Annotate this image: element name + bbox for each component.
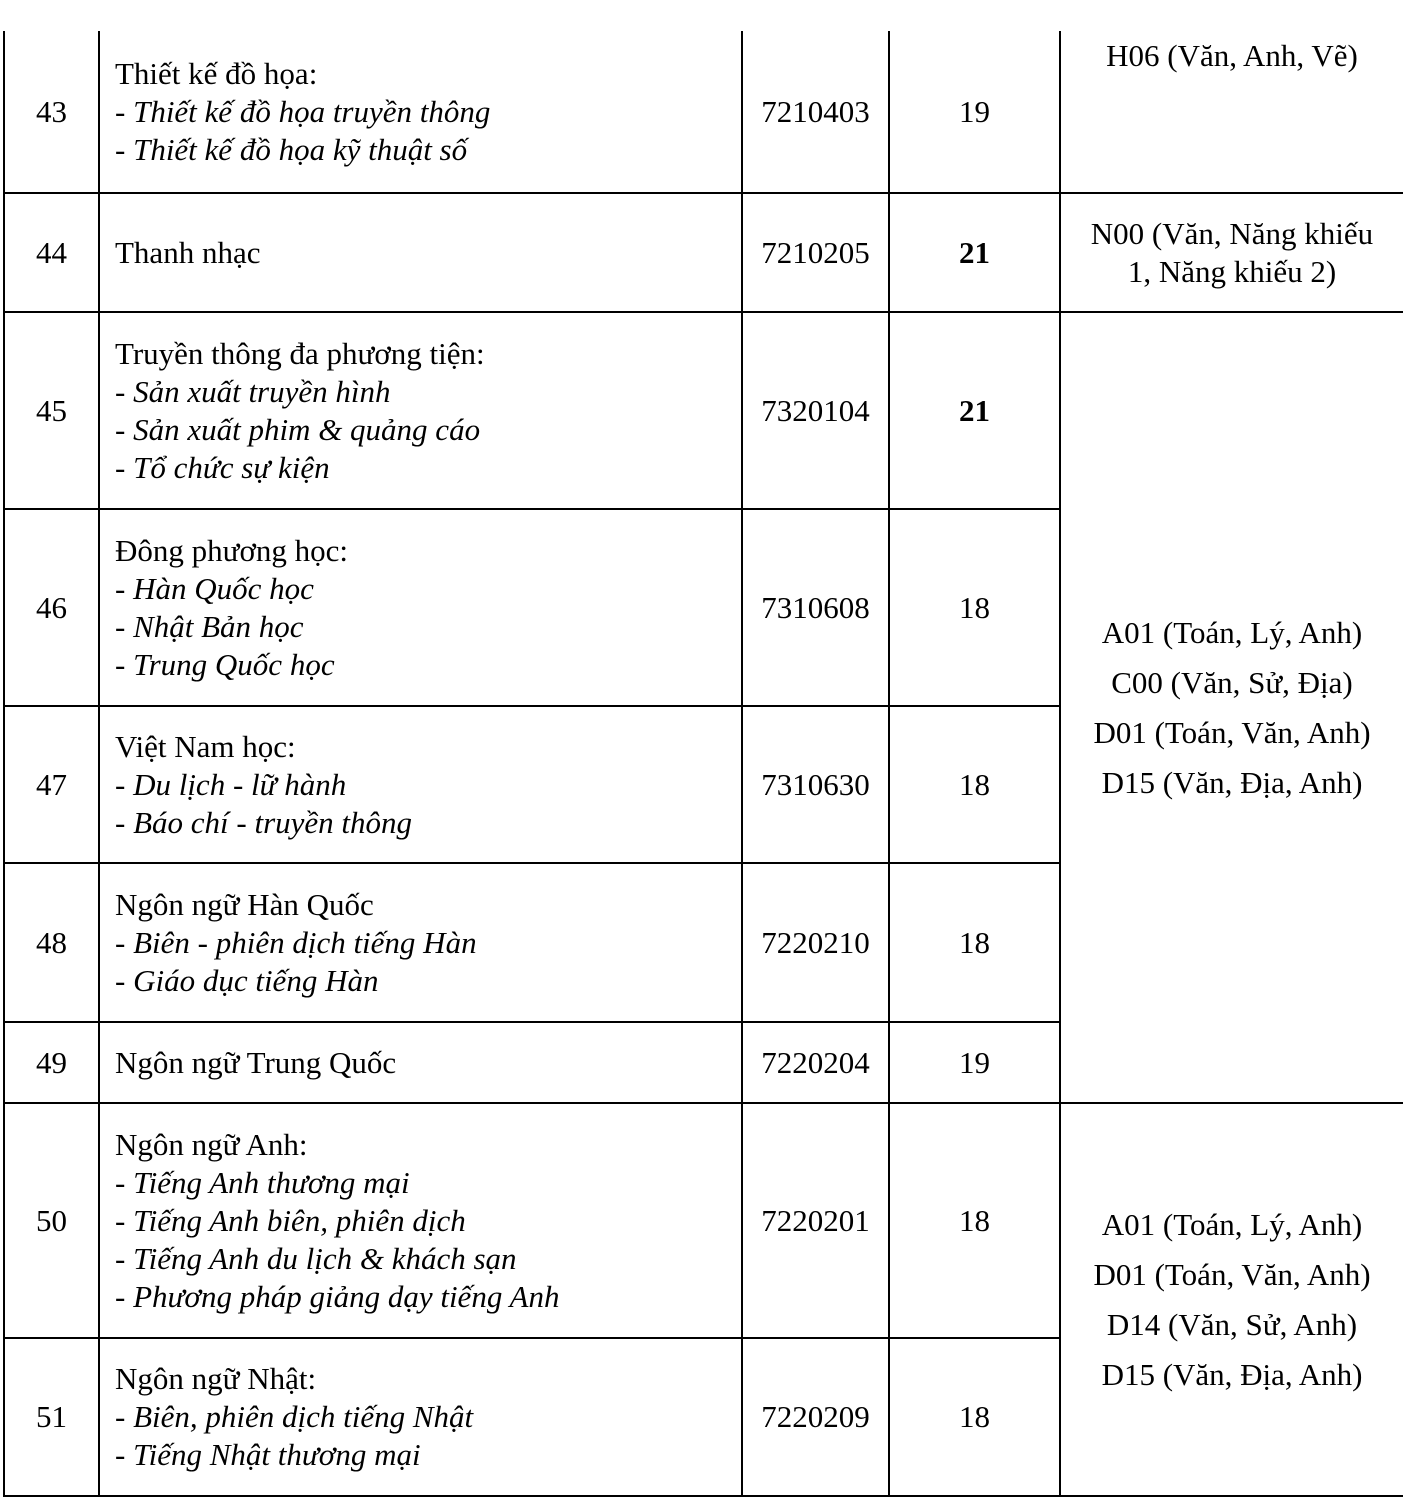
major-name: Việt Nam học:	[115, 728, 296, 764]
row-number: 48	[4, 863, 99, 1022]
major-code: 7210403	[742, 31, 889, 193]
combo-line: C00 (Văn, Sử, Địa)	[1111, 664, 1353, 700]
score: 21	[889, 312, 1060, 509]
combo-line: D01 (Toán, Văn, Anh)	[1093, 714, 1371, 750]
subject-combination	[1060, 312, 1403, 1103]
row-number: 44	[4, 193, 99, 312]
specialization: - Tổ chức sự kiện	[115, 449, 330, 485]
major-cell	[99, 706, 742, 863]
specialization: - Giáo dục tiếng Hàn	[115, 962, 379, 998]
specialization: - Hàn Quốc học	[115, 570, 314, 606]
subject-combination	[1060, 31, 1403, 193]
combo-line: D14 (Văn, Sử, Anh)	[1106, 1306, 1358, 1342]
row-number: 49	[4, 1022, 99, 1103]
table-row	[4, 1103, 1403, 1338]
score: 18	[889, 509, 1060, 706]
score: 18	[889, 863, 1060, 1022]
major-name: Ngôn ngữ Nhật:	[115, 1361, 317, 1396]
specialization: - Sản xuất truyền hình	[115, 373, 391, 409]
major-name: Thanh nhạc	[115, 234, 261, 270]
major-name: Ngôn ngữ Anh:	[115, 1126, 308, 1162]
specialization: - Thiết kế đồ họa kỹ thuật số	[115, 131, 468, 167]
specialization: - Du lịch - lữ hành	[115, 766, 347, 802]
combo-line: A01 (Toán, Lý, Anh)	[1101, 614, 1363, 650]
specialization: - Tiếng Anh biên, phiên dịch	[115, 1202, 466, 1238]
major-cell	[99, 1022, 742, 1103]
combo-line: D15 (Văn, Địa, Anh)	[1101, 764, 1363, 800]
specialization: - Trung Quốc học	[115, 646, 335, 682]
specialization: - Sản xuất phim & quảng cáo	[115, 411, 481, 447]
major-code: 7220204	[742, 1022, 889, 1103]
row-number: 46	[4, 509, 99, 706]
specialization: - Biên, phiên dịch tiếng Nhật	[115, 1399, 474, 1434]
admission-table	[3, 31, 1403, 1497]
score: 19	[889, 1022, 1060, 1103]
major-cell	[99, 193, 742, 312]
major-code: 7210205	[742, 193, 889, 312]
score: 18	[889, 1338, 1060, 1496]
major-cell	[99, 31, 742, 193]
major-name: Truyền thông đa phương tiện:	[115, 335, 485, 371]
row-number: 51	[4, 1338, 99, 1496]
combo-line: H06 (Văn, Anh, Vẽ)	[1106, 38, 1358, 73]
major-code: 7220209	[742, 1338, 889, 1496]
combo-line: D15 (Văn, Địa, Anh)	[1101, 1356, 1363, 1392]
major-cell	[99, 509, 742, 706]
major-code: 7310630	[742, 706, 889, 863]
combo-line: D01 (Toán, Văn, Anh)	[1093, 1256, 1371, 1292]
major-code: 7320104	[742, 312, 889, 509]
table-row	[4, 31, 1403, 193]
row-number: 45	[4, 312, 99, 509]
major-cell	[99, 312, 742, 509]
score: 18	[889, 706, 1060, 863]
table-row	[4, 193, 1403, 312]
score: 19	[889, 31, 1060, 193]
major-name: Đông phương học:	[115, 532, 348, 568]
subject-combination	[1060, 1103, 1403, 1496]
major-name: Thiết kế đồ họa:	[115, 55, 318, 91]
major-cell	[99, 1103, 742, 1338]
major-name: Ngôn ngữ Trung Quốc	[115, 1044, 397, 1080]
row-number: 50	[4, 1103, 99, 1338]
specialization: - Tiếng Nhật thương mại	[115, 1437, 421, 1472]
major-code: 7310608	[742, 509, 889, 706]
combo-line: N00 (Văn, Năng khiếu	[1090, 215, 1374, 251]
major-name: Ngôn ngữ Hàn Quốc	[115, 886, 374, 922]
specialization: - Biên - phiên dịch tiếng Hàn	[115, 924, 477, 960]
specialization: - Thiết kế đồ họa truyền thông	[115, 93, 491, 129]
specialization: - Tiếng Anh thương mại	[115, 1164, 410, 1200]
table-row	[4, 312, 1403, 509]
specialization: - Nhật Bản học	[115, 608, 304, 644]
major-cell	[99, 863, 742, 1022]
subject-combination	[1060, 193, 1403, 312]
combo-line: 1, Năng khiếu 2)	[1127, 253, 1337, 289]
score: 18	[889, 1103, 1060, 1338]
major-code: 7220201	[742, 1103, 889, 1338]
major-cell	[99, 1338, 742, 1496]
row-number: 47	[4, 706, 99, 863]
specialization: - Báo chí - truyền thông	[115, 804, 413, 840]
specialization: - Phương pháp giảng dạy tiếng Anh	[115, 1278, 560, 1314]
specialization: - Tiếng Anh du lịch & khách sạn	[115, 1240, 517, 1276]
combo-line: A01 (Toán, Lý, Anh)	[1101, 1206, 1363, 1242]
major-code: 7220210	[742, 863, 889, 1022]
score: 21	[889, 193, 1060, 312]
row-number: 43	[4, 31, 99, 193]
